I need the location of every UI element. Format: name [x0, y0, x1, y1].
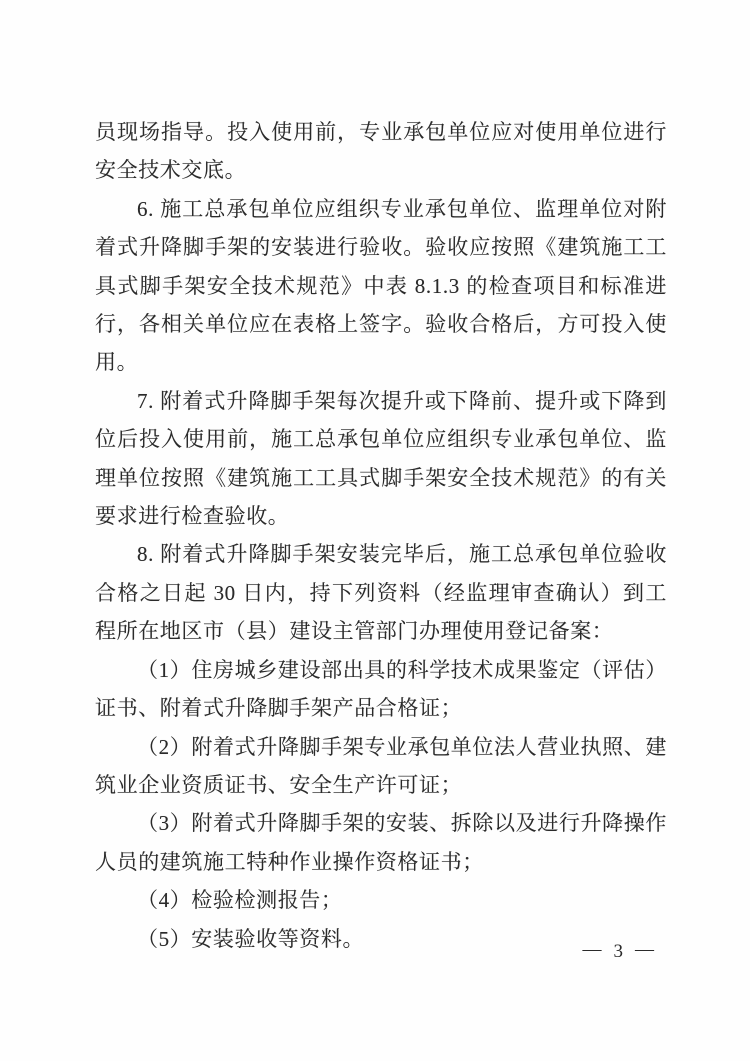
- paragraph-continuation: 员现场指导。投入使用前，专业承包单位应对使用单位进行安全技术交底。: [95, 120, 667, 183]
- footer-left-dash: —: [582, 939, 604, 960]
- list-item-5: （5）安装验收等资料。: [137, 926, 365, 951]
- list-item-1: （1）住房城乡建设部出具的科学技术成果鉴定（评估）证书、附着式升降脚手架产品合格证；: [95, 657, 667, 721]
- list-item-2: （2）附着式升降脚手架专业承包单位法人营业执照、建筑业企业资质证书、安全生产许可证；: [95, 734, 667, 797]
- footer-right-dash: —: [635, 939, 656, 960]
- paragraph-item-7: 7. 附着式升降脚手架每次提升或下降前、提升或下降到位后投入使用前，施工总承包单位应组织专业承包单位、监理单位按照《建筑施工工具式脚手架安全技术规范》的有关要求进行检查验收。: [95, 388, 667, 529]
- paragraph-item-8: 8. 附着式升降脚手架安装完毕后，施工总承包单位验收合格之日起 30 日内，持下列资料（经监理审查确认）到工程所在地区市（县）建设主管部门办理使用登记备案：: [95, 542, 667, 644]
- list-item-3: （3）附着式升降脚手架的安装、拆除以及进行升降操作人员的建筑施工特种作业操作资格证书；: [95, 811, 667, 874]
- page-body-text: [95, 113, 667, 958]
- page-number-footer: [577, 941, 663, 963]
- paragraph-item-6: 6. 施工总承包单位应组织专业承包单位、监理单位对附着式升降脚手架的安装进行验收。验收应按照《建筑施工工具式脚手架安全技术规范》中表 8.1.3 的检查项目和标准进行，各相关单位应在表格上签字。验收合格后，方可投入使用。: [95, 196, 667, 375]
- list-item-4: （4）检验检测报告；: [137, 888, 343, 913]
- page-number: 3: [613, 941, 625, 962]
